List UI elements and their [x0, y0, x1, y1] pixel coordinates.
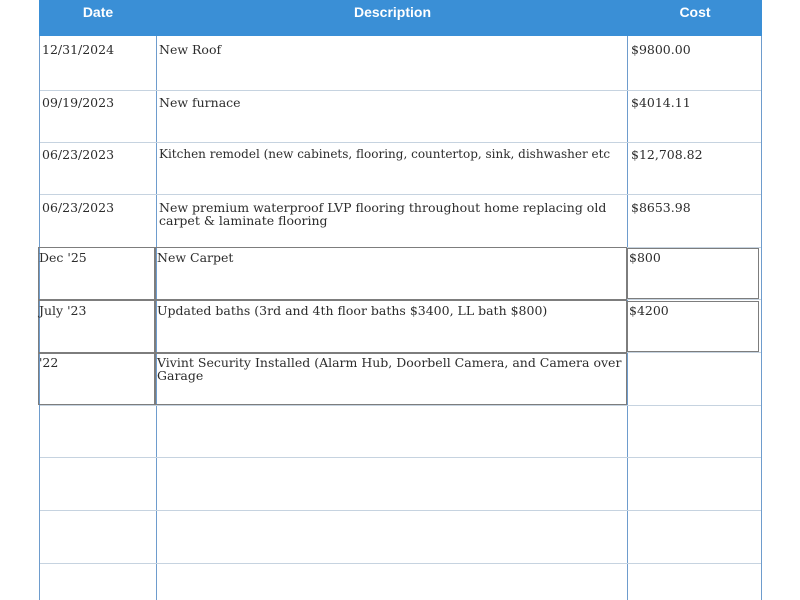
date-cell: 09/19/2023	[42, 95, 115, 110]
description-cell: New furnace	[159, 95, 241, 110]
row-divider	[40, 457, 761, 458]
row-divider	[40, 563, 761, 564]
date-cell: 06/23/2023	[42, 200, 115, 215]
date-column-header: Date	[82, 4, 114, 20]
cost-cell: $9800.00	[631, 42, 691, 57]
row-divider	[40, 510, 761, 511]
row-divider	[40, 405, 761, 406]
date-cell: 12/31/2024	[42, 42, 115, 57]
cost-cell: $800	[629, 250, 661, 265]
date-cell: '22	[39, 355, 59, 370]
date-cell: Dec '25	[39, 250, 87, 265]
date-cell: 06/23/2023	[42, 147, 115, 162]
description-cell: Updated baths (3rd and 4th floor baths $3400, LL bath $800)	[157, 303, 548, 318]
description-cell: New premium waterproof LVP flooring throughout home replacing old carpet & laminate flooring	[159, 200, 607, 228]
description-cell: New Carpet	[157, 250, 234, 265]
description-cell: Kitchen remodel (new cabinets, flooring, countertop, sink, dishwasher etc	[159, 147, 611, 161]
description-cell: New Roof	[159, 42, 222, 57]
cost-column-header: Cost	[679, 4, 711, 20]
row-divider	[40, 194, 761, 195]
description-cell: Vivint Security Installed (Alarm Hub, Doorbell Camera, and Camera over Garage	[157, 355, 622, 383]
table-header	[39, 0, 762, 36]
date-cell: July '23	[39, 303, 87, 318]
cost-cell: $8653.98	[631, 200, 691, 215]
cost-cell: $12,708.82	[631, 147, 703, 162]
cost-cell: $4014.11	[631, 95, 691, 110]
cost-cell: $4200	[629, 303, 669, 318]
table-body	[39, 36, 762, 600]
row-divider	[40, 90, 761, 91]
description-column-header: Description	[353, 4, 431, 20]
row-divider	[40, 142, 761, 143]
